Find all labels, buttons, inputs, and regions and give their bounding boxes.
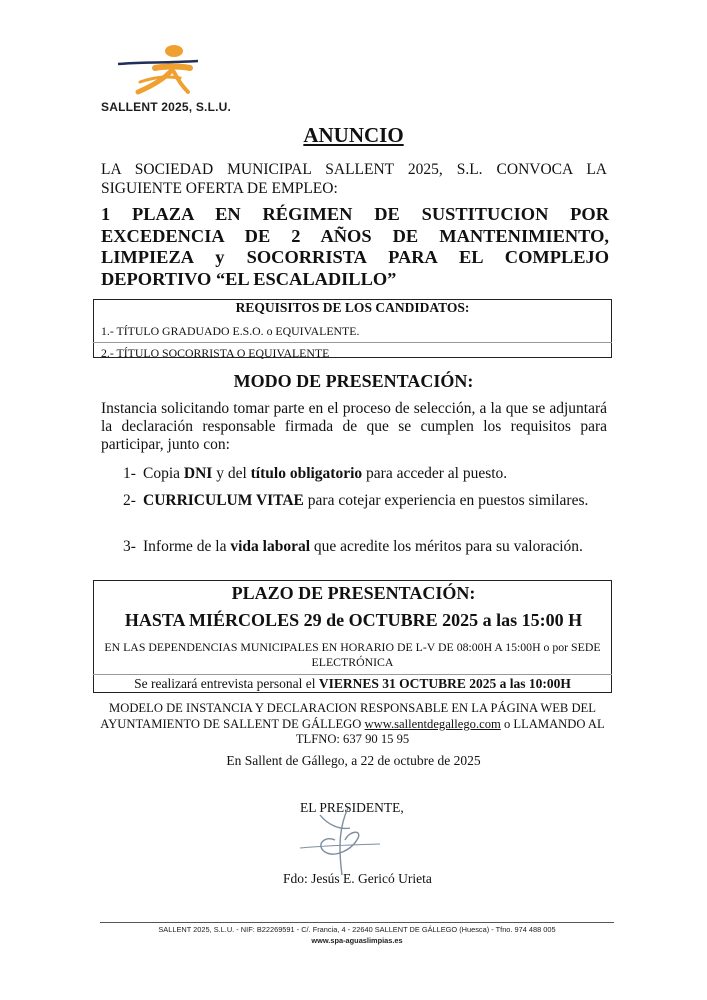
runner-logo-icon [110,42,220,100]
divider [93,342,612,343]
divider [93,674,612,675]
deadline-date: HASTA MIÉRCOLES 29 de OCTUBRE 2025 a las 15:00 H [124,610,583,630]
submission-location: EN LAS DEPENDENCIAS MUNICIPALES EN HORARIO DE L-V DE 08:00H A 15:00H o por SEDE ELECTRÓNICA [104,640,601,669]
signature-icon [290,800,390,880]
intro-text: LA SOCIEDAD MUNICIPAL SALLENT 2025, S.L. CONVOCA LA SIGUIENTE OFERTA DE EMPLEO: [101,161,607,197]
president-label: EL PRESIDENTE, [300,800,404,815]
requirements-heading: REQUISITOS DE LOS CANDIDATOS: [235,300,470,315]
submission-mode-heading: MODO DE PRESENTACIÓN: [233,371,474,391]
footer-address: SALLENT 2025, S.L.U. - NIF: B22269591 - C/. Francia, 4 - 22640 SALLENT DE GÁLLEGO (Huesca) - Tfno. 974 488 005 [158,925,556,934]
requirement-item: 2.- TÍTULO SOCORRISTA O EQUIVALENTE [101,346,330,360]
page-title: ANUNCIO [303,123,404,147]
submission-mode-text: Instancia solicitando tomar parte en el proceso de selección, a la que se adjuntará la declaración responsable firmada de que se cumplen los requisitos para participar, junto con: [101,400,607,453]
website-link[interactable]: www.sallentdegallego.com [364,716,501,731]
interview-date: Se realizará entrevista personal el VIERNES 31 OCTUBRE 2025 a las 10:00H [134,676,571,691]
date-place: En Sallent de Gállego, a 22 de octubre de 2025 [226,753,481,768]
signatory: Fdo: Jesús E. Gericó Urieta [283,871,432,886]
footer [100,924,614,946]
footer-divider [100,922,614,923]
job-offer-heading: 1 PLAZA EN RÉGIMEN DE SUSTITUCION POR EXCEDENCIA DE 2 AÑOS DE MANTENIMIENTO, LIMPIEZA y SOCORRISTA PARA EL COMPLEJO DEPORTIVO “EL ESCALADILLO” [101,204,609,289]
requirement-item: 1.- TÍTULO GRADUADO E.S.O. o EQUIVALENTE. [101,324,360,338]
forms-info: MODELO DE INSTANCIA Y DECLARACION RESPONSABLE EN LA PÁGINA WEB DEL AYUNTAMIENTO DE SALLENT DE GÁLLEGO www.sallentdegallego.com o LLAMANDO AL TLFNO: 637 90 15 95 [100,701,605,746]
footer-website[interactable]: www.spa-aguaslimpias.es [311,936,403,945]
deadline-heading: PLAZO DE PRESENTACIÓN: [231,583,476,603]
company-name: SALLENT 2025, S.L.U. [101,100,232,114]
